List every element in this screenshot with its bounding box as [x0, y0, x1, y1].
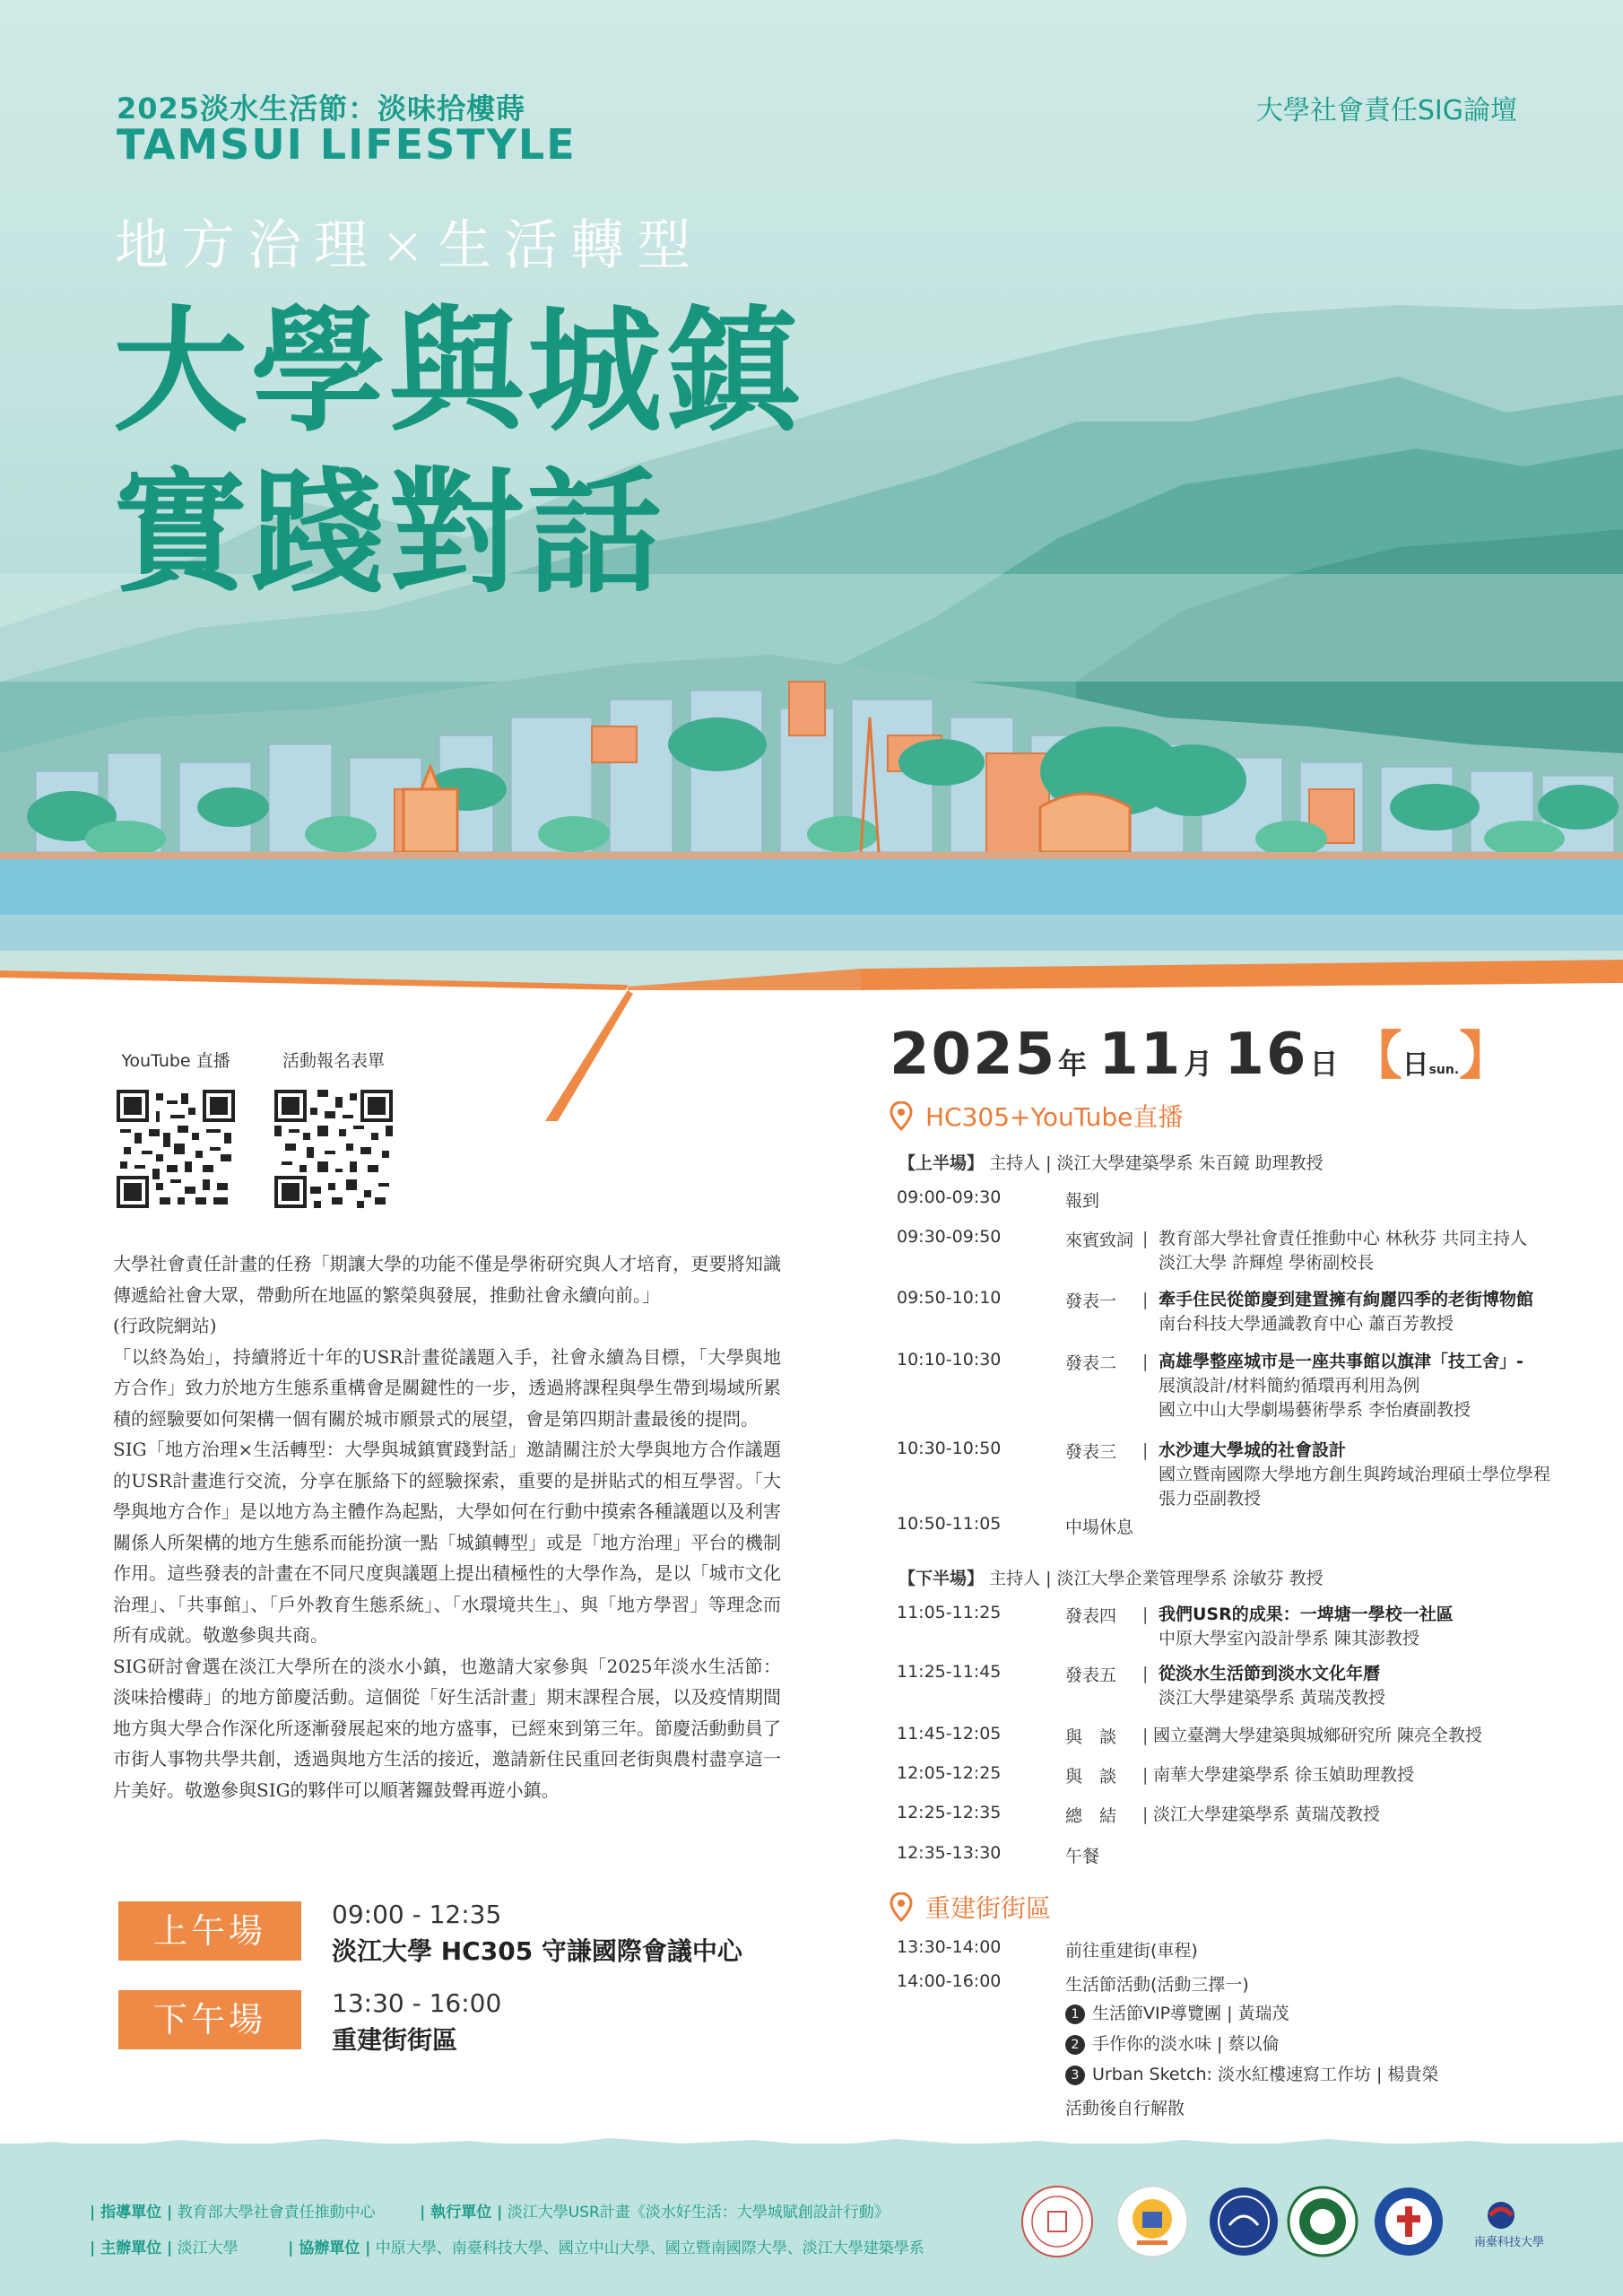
schedule-kind: 發表三: [1065, 1442, 1117, 1462]
morning-host: 主持人 | 淡江大學建築學系 朱百鏡 助理教授: [989, 1153, 1324, 1173]
date-year: 2025: [890, 1022, 1057, 1088]
registration-qr-block: [271, 1048, 396, 1212]
afternoon-session: [118, 1988, 782, 2055]
date-day-unit: 日: [1309, 1047, 1339, 1081]
schedule-time: 11:25-11:45: [897, 1662, 1002, 1682]
date-weekday: [1402, 1049, 1460, 1081]
morning-session: [118, 1900, 782, 1966]
guide-org: 教育部大學社會責任推動中心: [177, 2204, 376, 2222]
schedule-speaker: 教育部大學社會責任推動中心 林秋芬 共同主持人: [1159, 1229, 1528, 1248]
location-pin-icon: [890, 1892, 913, 1923]
schedule-time: 10:30-10:50: [897, 1439, 1002, 1458]
schedule-item: 午餐: [1065, 1847, 1100, 1866]
footer-line-1: [90, 2199, 890, 2222]
forum-name: 大學社會責任SIG論壇: [1255, 95, 1517, 126]
afternoon-session-label: 【下半場】: [898, 1569, 985, 1588]
intro-paragraph: (行政院網站): [113, 1315, 217, 1336]
schedule-speaker: 南華大學建築學系 徐玉媜助理教授: [1153, 1765, 1415, 1785]
schedule-kind: 發表四: [1065, 1606, 1117, 1626]
afternoon-session-header: [898, 1565, 1324, 1589]
schedule-time: 10:50-11:05: [897, 1514, 1002, 1534]
schedule-item: 前往重建街(車程): [1065, 1941, 1198, 1961]
date-bracket-close: 】: [1459, 1025, 1512, 1086]
date-month-unit: 月: [1184, 1047, 1213, 1081]
morning-location-text: HC305+YouTube直播: [925, 1102, 1184, 1132]
tamkang-university-logo: [1020, 2185, 1094, 2258]
chi-nan-university-logo: [1372, 2185, 1445, 2258]
activity-option: [1065, 1998, 1438, 2029]
schedule-item: 生活節活動(活動三擇一): [1065, 1975, 1249, 1995]
schedule-topic: 牽手住民從節慶到建置擁有絢麗四季的老街博物館: [1159, 1290, 1534, 1309]
festival-logo: [1115, 2185, 1189, 2258]
schedule-topic: 從淡水生活節到淡水文化年曆: [1159, 1664, 1381, 1683]
registration-qr-code[interactable]: [274, 1090, 393, 1208]
closing-note: 活動後自行解散: [1065, 2099, 1185, 2118]
event-date: [890, 1013, 1512, 1088]
schedule-speaker: 國立中山大學劇場藝術學系 李怡賡副教授: [1159, 1400, 1471, 1420]
date-weekday-cn: 日: [1402, 1049, 1429, 1081]
intro-paragraph: SIG「地方治理×生活轉型：大學與城鎮實踐對話」邀請關注於大學與地方合作議題的USR計畫進行交流，分享在脈絡下的經驗探索，重要的是拼貼式的相互學習。「大學與地方合作」是以地方為主體作為起點，大學如何在行動中摸索各種議題以及利害關係人所架構的地方生態系而能扮演一點「城鎮轉型」或是「地方治理」平台的機制作用。這些發表的計畫在不同尺度與議題上提出積極性的大學作為，是以「城市文化治理」、「共事館」、「戶外教育生態系統」、「水環境共生」、與「地方學習」等理念而所有成就。敬邀參與共商。: [113, 1439, 781, 1646]
afternoon-session-time: 13:30 - 16:00: [332, 1988, 502, 2018]
location-pin-icon: [890, 1101, 913, 1132]
schedule-topic-cont: 展演設計/材料簡約循環再利用為例: [1159, 1376, 1420, 1396]
schedule-time: 10:10-10:30: [897, 1350, 1002, 1370]
afternoon-session-badge: 下午場: [118, 1990, 301, 2049]
schedule-time: 12:35-13:30: [897, 1843, 1002, 1863]
schedule-time: 12:25-12:35: [897, 1803, 1002, 1822]
schedule-time: 09:00-09:30: [897, 1187, 1002, 1207]
activity-option: [1065, 2059, 1438, 2090]
host-org: 淡江大學: [177, 2239, 239, 2257]
activity-text: 手作你的淡水味 | 蔡以倫: [1092, 2034, 1280, 2054]
southern-taiwan-university-name: 南臺科技大學: [1474, 2236, 1545, 2249]
activity-option: [1065, 2029, 1438, 2059]
schedule-item: 報到: [1065, 1191, 1100, 1211]
schedule-speaker: 國立臺灣大學建築與城鄉研究所 陳亮全教授: [1153, 1726, 1483, 1745]
chung-yuan-university-logo: [1207, 2185, 1280, 2258]
schedule-speaker: 淡江大學建築學系 黃瑞茂教授: [1153, 1805, 1381, 1824]
registration-qr-label: 活動報名表單: [282, 1051, 385, 1071]
schedule-speaker: 南台科技大學通識教育中心 蕭百芳教授: [1159, 1314, 1454, 1334]
schedule-kind: 總 結: [1065, 1806, 1117, 1826]
schedule-topic: 我們USR的成果：一埤塘一學校一社區: [1159, 1605, 1454, 1624]
schedule-kind: 發表一: [1065, 1292, 1117, 1311]
schedule-time: 09:30-09:50: [897, 1227, 1002, 1247]
schedule-item: 中場休息: [1065, 1518, 1134, 1537]
introduction-text: [113, 1248, 781, 1805]
morning-session-venue: 淡江大學 HC305 守謙國際會議中心: [332, 1936, 742, 1966]
event-title-line-1: 大學與城鎮: [113, 294, 804, 450]
co-orgs: 中原大學、南臺科技大學、國立中山大學、國立暨南國際大學、淡江大學建築學系: [375, 2239, 924, 2257]
event-subtitle: 地方治理×生活轉型: [115, 214, 704, 277]
activity-text: 生活節VIP導覽團 | 黃瑞茂: [1092, 2004, 1289, 2023]
schedule-time: 09:50-10:10: [897, 1288, 1002, 1308]
morning-session-header: [898, 1150, 1324, 1174]
schedule-time: 12:05-12:25: [897, 1763, 1002, 1783]
schedule-topic: 水沙連大學城的社會設計: [1159, 1440, 1347, 1460]
schedule-speaker: 淡江大學 許輝煌 學術副校長: [1159, 1253, 1375, 1273]
exec-label: | 執行單位 |: [420, 2204, 503, 2222]
southern-taiwan-university-logo: [1471, 2199, 1551, 2253]
schedule-topic: 高雄學整座城市是一座共事館以旗津「技工舍」-: [1159, 1352, 1523, 1371]
intro-paragraph: SIG研討會選在淡江大學所在的淡水小鎮，也邀請大家參與「2025年淡水生活節：淡味拾樓蒔」的地方節慶活動。這個從「好生活計畫」期末課程合展，以及疫情期間地方與大學合作深化所逐漸發展起來的地方盛事，已經來到第三年。節慶活動動員了市街人事物共學共創，透過與地方生活的接近，邀請新住民重回老街與農村盡享這一片美好。敬邀參與SIG的夥伴可以順著鑼鼓聲再遊小鎮。: [113, 1655, 781, 1801]
youtube-qr-code[interactable]: [117, 1090, 235, 1208]
intro-paragraph: 大學社會責任計畫的任務「期讓大學的功能不僅是學術研究與人才培育，更要將知識傳遞給社會大眾，帶動所在地區的繁榮與發展，推動社會永續向前。」: [113, 1253, 781, 1306]
festival-title: 2025淡水生活節：淡味拾樓蒔: [117, 91, 526, 126]
date-weekday-en: sun.: [1428, 1063, 1460, 1077]
schedule-time: 11:45-12:05: [897, 1724, 1002, 1744]
host-label: | 主辦單位 |: [90, 2239, 173, 2257]
schedule-speaker: 張力亞副教授: [1159, 1489, 1262, 1509]
date-month: 11: [1098, 1022, 1183, 1088]
morning-session-badge: 上午場: [118, 1901, 301, 1961]
guide-label: | 指導單位 |: [90, 2204, 173, 2222]
schedule-kind: 與 談: [1065, 1767, 1117, 1787]
schedule-kind: 來賓致詞: [1065, 1231, 1134, 1250]
youtube-qr-block: [113, 1048, 239, 1212]
exec-org: 淡江大學USR計畫《淡水好生活：大學城賦創設計行動》: [507, 2204, 890, 2222]
youtube-qr-label: YouTube 直播: [121, 1051, 230, 1071]
schedule-kind: 發表五: [1065, 1665, 1117, 1685]
afternoon-host: 主持人 | 淡江大學企業管理學系 涂敏芬 教授: [989, 1569, 1324, 1588]
date-day: 16: [1224, 1022, 1308, 1088]
date-year-unit: 年: [1058, 1047, 1088, 1081]
co-label: | 協辦單位 |: [288, 2239, 371, 2257]
intro-paragraph: 「以終為始」，持續將近十年的USR計畫從議題入手，社會永續為目標，「大學與地方合作」致力於地方生態系重構會是關鍵性的一步，透過將課程與學生帶到場域所累積的經驗要如何架構一個有關於城市願景式的展望，會是第四期計畫最後的提問。: [113, 1345, 781, 1430]
event-title-line-2: 實踐對話: [113, 456, 666, 612]
street-location-text: 重建街街區: [925, 1893, 1052, 1923]
morning-session-time: 09:00 - 12:35: [332, 1900, 502, 1929]
activity-text: Urban Sketch: 淡水紅樓速寫工作坊 | 楊貴榮: [1092, 2065, 1439, 2084]
schedule-speaker: 中原大學室內設計學系 陳其澎教授: [1159, 1629, 1420, 1648]
footer-line-2: [90, 2235, 924, 2257]
activity-number-icon: 2: [1065, 2035, 1085, 2055]
activity-number-icon: 1: [1065, 2005, 1085, 2024]
schedule-time: 13:30-14:00: [897, 1937, 1002, 1957]
morning-session-label: 【上半場】: [898, 1153, 985, 1173]
date-bracket-open: 【: [1350, 1025, 1402, 1086]
schedule-kind: 發表二: [1065, 1353, 1117, 1373]
schedule-speaker: 淡江大學建築學系 黃瑞茂教授: [1159, 1688, 1386, 1708]
sun-yat-sen-university-logo: [1286, 2185, 1359, 2258]
festival-title-english: TAMSUI LIFESTYLE: [117, 120, 577, 169]
afternoon-session-venue: 重建街街區: [332, 2025, 458, 2055]
activity-number-icon: 3: [1065, 2066, 1085, 2085]
hero-banner: [0, 0, 1623, 1121]
schedule-time: 11:05-11:25: [897, 1603, 1002, 1622]
schedule-speaker: 國立暨南國際大學地方創生與跨域治理碩士學位學程: [1159, 1465, 1551, 1484]
schedule-kind: 與 談: [1065, 1727, 1117, 1747]
schedule-time: 14:00-16:00: [897, 1971, 1002, 1991]
